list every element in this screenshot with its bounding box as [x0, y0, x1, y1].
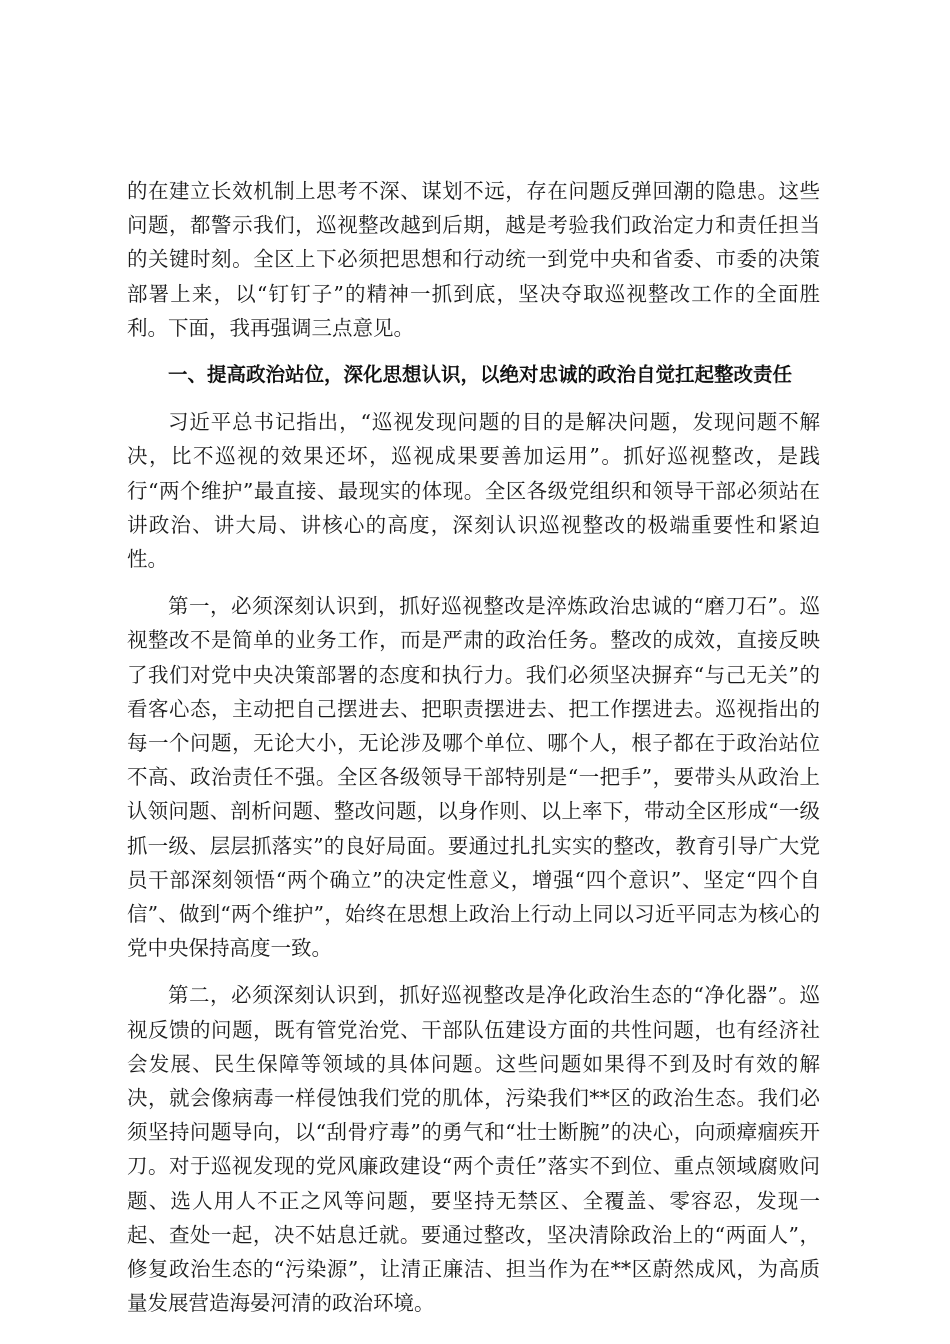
paragraph-second-point: 第二，必须深刻认识到，抓好巡视整改是净化政治生态的“净化器”。巡视反馈的问题，既有管党治党、干部队伍建设方面的共性问题，也有经济社会发展、民生保障等领域的具体问题。这些问题如果得不到及时有效的解决，就会像病毒一样侵蚀我们党的肌体，污染我们**区的政治生态。我们必须坚持问题导向，以“刮骨疗毒”的勇气和“壮士断腕”的决心，向顽瘴痼疾开刀。对于巡视发现的党风廉政建设“两个责任”落实不到位、重点领域腐败问题、选人用人不正之风等问题，要坚持无禁区、全覆盖、零容忍，发现一起、查处一起，决不姑息迁就。要通过整改，坚决清除政治上的“两面人”，修复政治生态的“污染源”，让清正廉洁、担当作为在**区蔚然成风，为高质量发展营造海晏河清的政治环境。 — [127, 983, 820, 1316]
paragraph-continuation: 的在建立长效机制上思考不深、谋划不远，存在问题反弹回潮的隐患。这些问题，都警示我们，巡视整改越到后期，越是考验我们政治定力和责任担当的关键时刻。全区上下必须把思想和行动统一到党中央和省委、市委的决策部署上来，以“钉钉子”的精神一抓到底，坚决夺取巡视整改工作的全面胜利。下面，我再强调三点意见。 — [127, 179, 820, 340]
paragraph-first-point: 第一，必须深刻认识到，抓好巡视整改是淬炼政治忠诚的“磨刀石”。巡视整改不是简单的业务工作，而是严肃的政治任务。整改的成效，直接反映了我们对党中央决策部署的态度和执行力。我们必须坚决摒弃“与己无关”的看客心态，主动把自己摆进去、把职责摆进去、把工作摆进去。巡视指出的每一个问题，无论大小，无论涉及哪个单位、哪个人，根子都在于政治站位不高、政治责任不强。全区各级领导干部特别是“一把手”，要带头从政治上认领问题、剖析问题、整改问题，以身作则、以上率下，带动全区形成“一级抓一级、层层抓落实”的良好局面。要通过扎扎实实的整改，教育引导广大党员干部深刻领悟“两个确立”的决定性意义，增强“四个意识”、坚定“四个自信”、做到“两个维护”，始终在思想上政治上行动上同以习近平同志为核心的党中央保持高度一致。 — [127, 594, 820, 961]
document-body — [127, 174, 820, 1334]
section-heading: 一、提高政治站位，深化思想认识，以绝对忠诚的政治自觉扛起整改责任 — [168, 363, 793, 387]
paragraph-intro: 习近平总书记指出，“巡视发现问题的目的是解决问题，发现问题不解决，比不巡视的效果还坏，巡视成果要善加运用”。抓好巡视整改，是践行“两个维护”最直接、最现实的体现。全区各级党组织和领导干部必须站在讲政治、讲大局、讲核心的高度，深刻认识巡视整改的极端重要性和紧迫性。 — [127, 410, 820, 572]
